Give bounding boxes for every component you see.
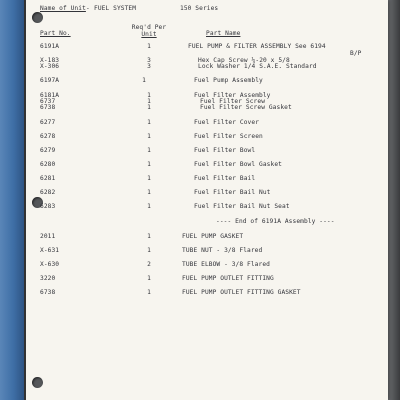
part-name-cell: Fuel Filter Bowl bbox=[194, 147, 256, 154]
part-name-cell: Fuel Filter Bail Nut bbox=[194, 189, 271, 196]
unit-separator: - bbox=[86, 5, 90, 12]
part-name-cell: Fuel Filter Assembly bbox=[194, 92, 271, 99]
qty-cell: 1 bbox=[147, 98, 151, 105]
document-page bbox=[26, 0, 388, 400]
part-name-cell: Fuel Filter Screw bbox=[200, 98, 266, 105]
part-no-cell: 6737 bbox=[40, 98, 56, 105]
part-no-cell: 6278 bbox=[40, 133, 56, 140]
part-no-cell: 2011 bbox=[40, 233, 56, 240]
part-name-note: B/P bbox=[350, 50, 362, 57]
part-no-cell: 6191A bbox=[40, 43, 60, 50]
qty-cell: 1 bbox=[147, 119, 151, 126]
part-no-cell: X-631 bbox=[40, 247, 60, 254]
part-name-cell: Fuel Filter Bail Nut Seat bbox=[194, 203, 290, 210]
series-label: 150 Series bbox=[180, 5, 219, 12]
part-no-cell: 6283 bbox=[40, 203, 56, 210]
qty-cell: 1 bbox=[147, 161, 151, 168]
part-name-cell: Fuel Filter Screen bbox=[194, 133, 263, 140]
col-header-part-name: Part Name bbox=[206, 30, 241, 37]
part-name-cell: Fuel Pump Assembly bbox=[194, 77, 263, 84]
part-name-cell: Fuel Filter Bail bbox=[194, 175, 256, 182]
col-header-part-no: Part No. bbox=[40, 30, 71, 37]
part-no-cell: 6197A bbox=[40, 77, 60, 84]
qty-cell: 3 bbox=[147, 57, 151, 64]
end-of-assembly-note: ---- End of 6191A Assembly ---- bbox=[216, 218, 335, 225]
part-name-cell: Fuel Filter Cover bbox=[194, 119, 260, 126]
part-no-cell: 6738 bbox=[40, 289, 56, 296]
binder-hole bbox=[32, 377, 43, 388]
part-no-cell: 6181A bbox=[40, 92, 60, 99]
part-name-cell: FUEL PUMP & FILTER ASSEMBLY See 6194 bbox=[188, 43, 326, 50]
qty-cell: 3 bbox=[147, 63, 151, 70]
part-no-cell: 6738 bbox=[40, 104, 56, 111]
qty-cell: 1 bbox=[147, 133, 151, 140]
qty-cell: 1 bbox=[147, 175, 151, 182]
unit-name: FUEL SYSTEM bbox=[94, 5, 137, 12]
binder-hole bbox=[32, 12, 43, 23]
part-name-cell: Lock Washer 1/4 S.A.E. Standard bbox=[198, 63, 317, 70]
part-name-cell: Fuel Filter Screw Gasket bbox=[200, 104, 292, 111]
part-name-cell: FUEL PUMP GASKET bbox=[182, 233, 244, 240]
part-name-cell: TUBE NUT - 3/8 Flared bbox=[182, 247, 263, 254]
col-header-reqd: Req'd Per bbox=[131, 24, 167, 31]
qty-cell: 1 bbox=[147, 233, 151, 240]
qty-cell: 1 bbox=[147, 275, 151, 282]
qty-cell: 1 bbox=[147, 43, 151, 50]
qty-cell: 1 bbox=[147, 104, 151, 111]
qty-cell: 1 bbox=[147, 147, 151, 154]
part-no-cell: 6282 bbox=[40, 189, 56, 196]
qty-cell: 1 bbox=[147, 189, 151, 196]
unit-label: Name of Unit bbox=[40, 5, 86, 12]
binder-cover bbox=[0, 0, 24, 400]
page-edge bbox=[388, 0, 400, 400]
part-name-cell: Hex Cap Screw ¼-20 x 5/8 bbox=[198, 57, 290, 64]
part-name-cell: FUEL PUMP OUTLET FITTING bbox=[182, 275, 274, 282]
part-no-cell: 6279 bbox=[40, 147, 56, 154]
part-name-cell: TUBE ELBOW - 3/8 Flared bbox=[182, 261, 270, 268]
qty-cell: 1 bbox=[147, 92, 151, 99]
part-no-cell: 6277 bbox=[40, 119, 56, 126]
qty-cell: 1 bbox=[147, 203, 151, 210]
part-no-cell: 6280 bbox=[40, 161, 56, 168]
part-no-cell: X-183 bbox=[40, 57, 60, 64]
col-header-unit: Unit bbox=[141, 31, 157, 38]
qty-cell: 1 bbox=[147, 247, 151, 254]
part-no-cell: X-306 bbox=[40, 63, 60, 70]
qty-cell: 1 bbox=[147, 289, 151, 296]
part-name-cell: FUEL PUMP OUTLET FITTING GASKET bbox=[182, 289, 301, 296]
qty-cell: 2 bbox=[147, 261, 151, 268]
qty-cell: 1 bbox=[142, 77, 146, 84]
part-no-cell: X-630 bbox=[40, 261, 60, 268]
part-no-cell: 3220 bbox=[40, 275, 56, 282]
part-no-cell: 6281 bbox=[40, 175, 56, 182]
part-name-cell: Fuel Filter Bowl Gasket bbox=[194, 161, 282, 168]
